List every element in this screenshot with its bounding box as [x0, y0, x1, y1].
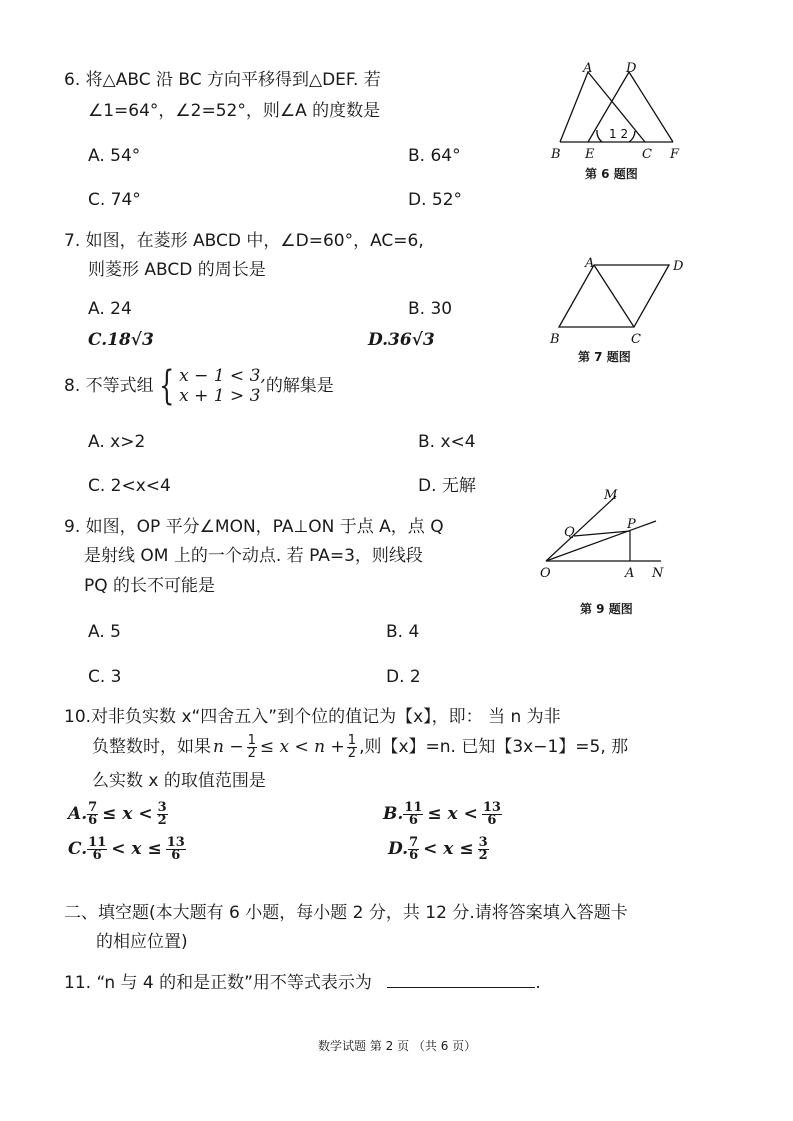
- label-a: A: [585, 256, 595, 271]
- q8-option-b: B. x<4: [418, 432, 476, 452]
- label-b: B: [551, 147, 561, 162]
- label-o: O: [540, 566, 551, 581]
- q7-stem-line2: 则菱形 ABCD 的周长是: [88, 260, 266, 280]
- q7-stem-line1: 7. 如图，在菱形 ABCD 中，∠D=60°，AC=6,: [64, 231, 424, 251]
- label-e: E: [585, 147, 595, 162]
- q10-math-b: ≤ x < n +: [259, 737, 345, 757]
- q9-option-b: B. 4: [386, 622, 420, 642]
- q8-option-d: D. 无解: [418, 476, 476, 496]
- q6-option-c: C. 74°: [88, 190, 141, 210]
- q8-eq1: x − 1 < 3,: [179, 366, 266, 386]
- q9-stem-line2: 是射线 OM 上的一个动点. 若 PA=3，则线段: [84, 546, 423, 566]
- q9-option-c: C. 3: [88, 667, 122, 687]
- label-a: A: [625, 566, 635, 581]
- q7-option-c: C.18√3: [88, 330, 154, 350]
- q7-caption: 第 7 题图: [578, 350, 631, 364]
- q11-end: .: [535, 973, 541, 993]
- q6-stem-line2: ∠1=64°，∠2=52°，则∠A 的度数是: [88, 101, 381, 121]
- diagonal-ac: [594, 265, 634, 327]
- q7-figure: [545, 252, 695, 347]
- label-angles: 1 2: [609, 127, 629, 141]
- ray-op: [546, 521, 656, 561]
- label-p: P: [627, 517, 636, 532]
- q9-option-d: D. 2: [386, 667, 421, 687]
- q7-option-d: D.36√3: [368, 330, 435, 350]
- label-c: C: [642, 147, 652, 162]
- q8-brace: {: [158, 363, 174, 409]
- q8-option-c: C. 2<x<4: [88, 476, 171, 496]
- q10-line2-pre: 负整数时，如果: [92, 737, 211, 757]
- q7-option-a: A. 24: [88, 299, 132, 319]
- q10-stem-line3: 么实数 x 的取值范围是: [92, 771, 266, 791]
- label-n: N: [652, 566, 664, 581]
- q7-option-b: B. 30: [408, 299, 453, 319]
- section2-heading-line1: 二、填空题(本大题有 6 小题，每小题 2 分，共 12 分.请将答案填入答题卡: [64, 903, 628, 923]
- q9-stem-line3: PQ 的长不可能是: [84, 576, 216, 596]
- q10-option-d: D. $\frac{7}{6}$ < x ≤ $\frac{3}{2}$: [388, 834, 488, 863]
- q11-answer-blank[interactable]: [387, 971, 535, 988]
- label-d: D: [626, 61, 637, 76]
- q8-option-a: A. x>2: [88, 432, 146, 452]
- q6-caption: 第 6 题图: [585, 167, 638, 181]
- q8-suffix: 的解集是: [265, 376, 334, 396]
- label-m: M: [604, 488, 618, 503]
- page-footer: 数学试题 第 2 页 （共 6 页）: [318, 1039, 477, 1053]
- q6-option-a: A. 54°: [88, 146, 141, 166]
- q10-half-fraction-1: $\frac{1}{2}$: [247, 732, 256, 761]
- label-f: F: [670, 147, 680, 162]
- q10-half-fraction-2: $\frac{1}{2}$: [347, 732, 357, 761]
- q10-stem-line1: 10.对非负实数 x“四舍五入”到个位的值记为【x】，即： 当 n 为非: [64, 707, 561, 727]
- q10-math-a: n −: [213, 737, 244, 757]
- q6-option-d: D. 52°: [408, 190, 463, 210]
- q8-system: [179, 366, 266, 406]
- angle-1-arc: [597, 130, 602, 142]
- section2-heading-line2: 的相应位置): [96, 932, 188, 952]
- q8-stem: [64, 364, 334, 408]
- q10-option-b: B. $\frac{11}{6}$ ≤ x < $\frac{13}{6}$: [383, 799, 501, 828]
- q10-stem-line2: [92, 730, 628, 764]
- q6-option-b: B. 64°: [408, 146, 461, 166]
- q10-option-c: C. $\frac{11}{6}$ < x ≤ $\frac{13}{6}$: [68, 834, 185, 863]
- q9-caption: 第 9 题图: [580, 602, 633, 616]
- q9-option-a: A. 5: [88, 622, 121, 642]
- q10-line2-post: ,则【x】=n. 已知【3x−1】=5, 那: [359, 737, 629, 757]
- triangle-abc: [560, 72, 645, 142]
- q6-figure: [545, 60, 695, 165]
- label-a: A: [583, 61, 593, 76]
- q11-text: 11. “n 与 4 的和是正数”用不等式表示为: [64, 973, 372, 993]
- label-b: B: [550, 332, 560, 347]
- triangle-def: [588, 72, 673, 142]
- q8-prefix: 8. 不等式组: [64, 376, 154, 396]
- q11-stem: [64, 971, 541, 994]
- q9-figure: [536, 484, 671, 584]
- q6-stem-line1: 6. 将△ABC 沿 BC 方向平移得到△DEF. 若: [64, 70, 381, 90]
- label-q: Q: [564, 525, 575, 540]
- label-d: D: [673, 259, 684, 274]
- ray-om: [546, 496, 616, 561]
- label-c: C: [631, 332, 641, 347]
- q10-option-a: A. $\frac{7}{6}$ ≤ x < $\frac{3}{2}$: [68, 799, 167, 828]
- q8-eq2: x + 1 > 3: [179, 386, 261, 406]
- angle-2-arc: [629, 131, 635, 142]
- q9-stem-line1: 9. 如图，OP 平分∠MON，PA⊥ON 于点 A，点 Q: [64, 517, 444, 537]
